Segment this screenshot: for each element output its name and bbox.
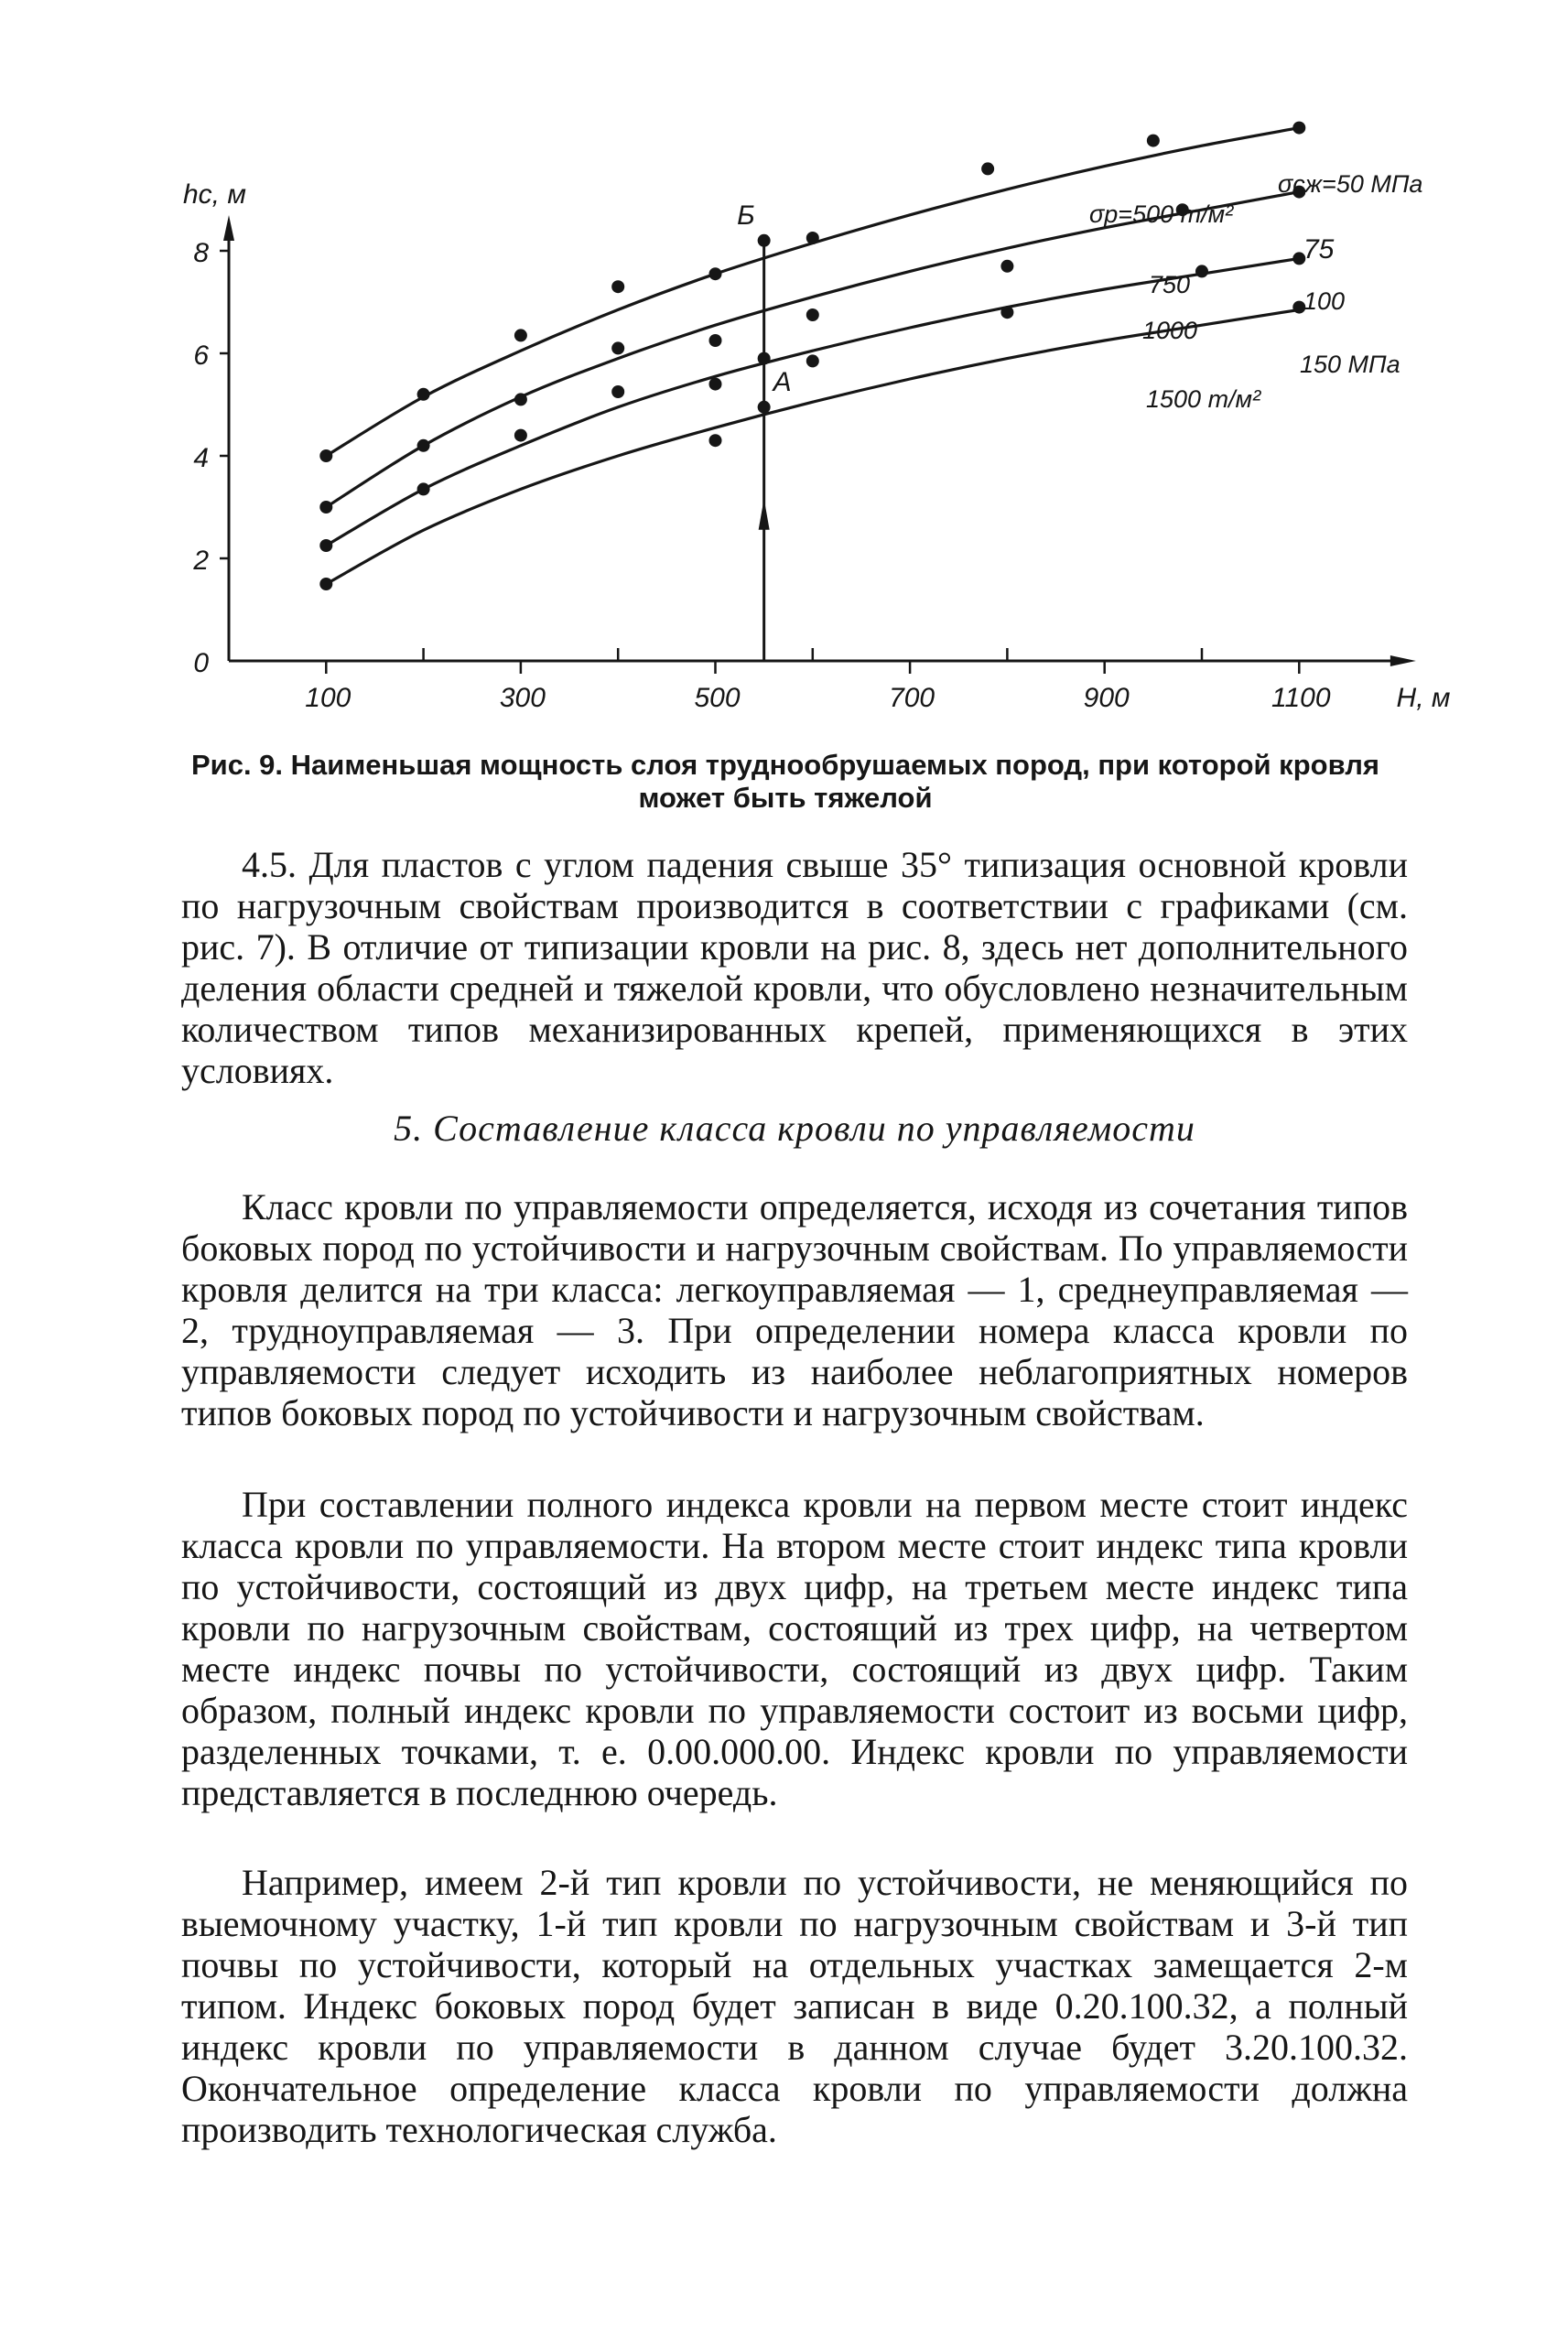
data-point xyxy=(806,354,819,367)
data-point xyxy=(709,434,722,447)
figure-9 xyxy=(0,0,1568,732)
data-point xyxy=(611,341,624,354)
data-point xyxy=(417,439,430,452)
y-axis-arrow xyxy=(223,215,234,241)
curve-label-75: 75 xyxy=(1303,234,1335,265)
data-point xyxy=(981,162,994,175)
paragraph-class-definition: Класс кровли по управляемости определяется, исходя из сочетания типов боковых пород по устойчивости и нагрузочным свойствам. По управляемости кровля делится на три класса: легкоуправляемая — 1, среднеуправляемая — 2, трудноуправляемая — 3. При определении номера класса кровли по управляемости следует исходить из наиболее неблагоприятных номеров типов боковых пород по устойчивости и нагрузочным свойствам. xyxy=(181,1186,1408,1433)
x-tick-label: 700 xyxy=(889,683,935,713)
data-point xyxy=(319,449,332,462)
x-tick-label: 900 xyxy=(1083,683,1130,713)
data-point xyxy=(1195,265,1208,277)
chart xyxy=(0,0,1568,732)
data-point xyxy=(514,329,527,341)
curve-label-1500: 1500 т/м² xyxy=(1146,385,1261,413)
y-tick-label: 0 xyxy=(193,648,209,678)
curve-label-150: 150 МПа xyxy=(1300,351,1400,378)
data-point xyxy=(709,334,722,347)
data-point xyxy=(417,388,430,401)
marker-arrow xyxy=(759,499,770,530)
figure-caption: Рис. 9. Наименьшая мощность слоя труднообрушаемых пород, при которой кровля может быть тяжелой xyxy=(190,749,1380,814)
section-heading: 5. Составление класса кровли по управляемости xyxy=(394,1108,1195,1149)
data-point xyxy=(611,280,624,293)
x-axis-arrow xyxy=(1390,655,1416,666)
data-point xyxy=(514,429,527,442)
data-point xyxy=(611,385,624,398)
data-point xyxy=(709,267,722,280)
y-tick-label: 6 xyxy=(193,341,209,371)
data-point xyxy=(1000,306,1013,319)
data-point xyxy=(806,308,819,321)
data-point xyxy=(806,232,819,244)
data-point xyxy=(1000,260,1013,273)
data-point xyxy=(319,578,332,590)
curve-label-100: 100 xyxy=(1303,287,1346,315)
data-point xyxy=(709,378,722,391)
y-tick-label: 2 xyxy=(193,546,209,576)
data-point xyxy=(514,393,527,406)
data-point xyxy=(1147,135,1160,147)
data-point xyxy=(417,482,430,495)
data-point xyxy=(1292,122,1305,135)
y-axis-label: hc, м xyxy=(183,179,246,210)
data-point xyxy=(319,501,332,514)
y-tick-label: 8 xyxy=(193,238,209,268)
annotation-a: А xyxy=(773,366,792,397)
x-tick-label: 100 xyxy=(305,683,351,713)
curve-label-750: 750 xyxy=(1149,271,1191,298)
paragraph-4-5: 4.5. Для пластов с углом падения свыше 35° типизация основной кровли по нагрузочным свойствам производится в соответствии с графиками (см. рис. 7). В отличие от типизации кровли на рис. 8, здесь нет дополнительного деления области средней и тяжелой кровли, что обусловлено незначительным количеством типов механизированных крепей, применяющихся в этих условиях. xyxy=(181,844,1408,1091)
x-tick-label: 300 xyxy=(499,683,546,713)
curve-label-500: σр=500 т/м² xyxy=(1089,200,1234,228)
annotation-b: Б xyxy=(737,200,755,231)
x-axis-label: H, м xyxy=(1396,683,1451,713)
paragraph-example: Например, имеем 2-й тип кровли по устойчивости, не меняющийся по выемочному участку, 1-й тип кровли по нагрузочным свойствам и 3-й тип почвы по устойчивости, который на отдельных участках замещается 2-м типом. Индекс боковых пород будет записан в виде 0.20.100.32, а полный индекс кровли по управляемости в данном случае будет 3.20.100.32. Окончательное определение класса кровли по управляемости должна производить технологическая служба. xyxy=(181,1862,1408,2150)
paragraph-full-index: При составлении полного индекса кровли на первом месте стоит индекс класса кровли по управляемости. На втором месте стоит индекс типа кровли по устойчивости, состоящий из двух цифр, на третьем месте индекс типа кровли по нагрузочным свойствам, состоящий из трех цифр, на четвертом месте индекс почвы по устойчивости, состоящий из двух цифр. Таким образом, полный индекс кровли по управляемости состоит из восьми цифр, разделенных точками, т. е. 0.00.000.00. Индекс кровли по управляемости представляется в последнюю очередь. xyxy=(181,1484,1408,1813)
curve-label-1000: 1000 xyxy=(1142,317,1198,344)
y-tick-label: 4 xyxy=(193,443,209,473)
x-tick-label: 500 xyxy=(694,683,741,713)
curve-label-50: σсж=50 МПа xyxy=(1278,170,1423,198)
x-tick-label: 1100 xyxy=(1271,683,1331,713)
data-point xyxy=(319,539,332,552)
